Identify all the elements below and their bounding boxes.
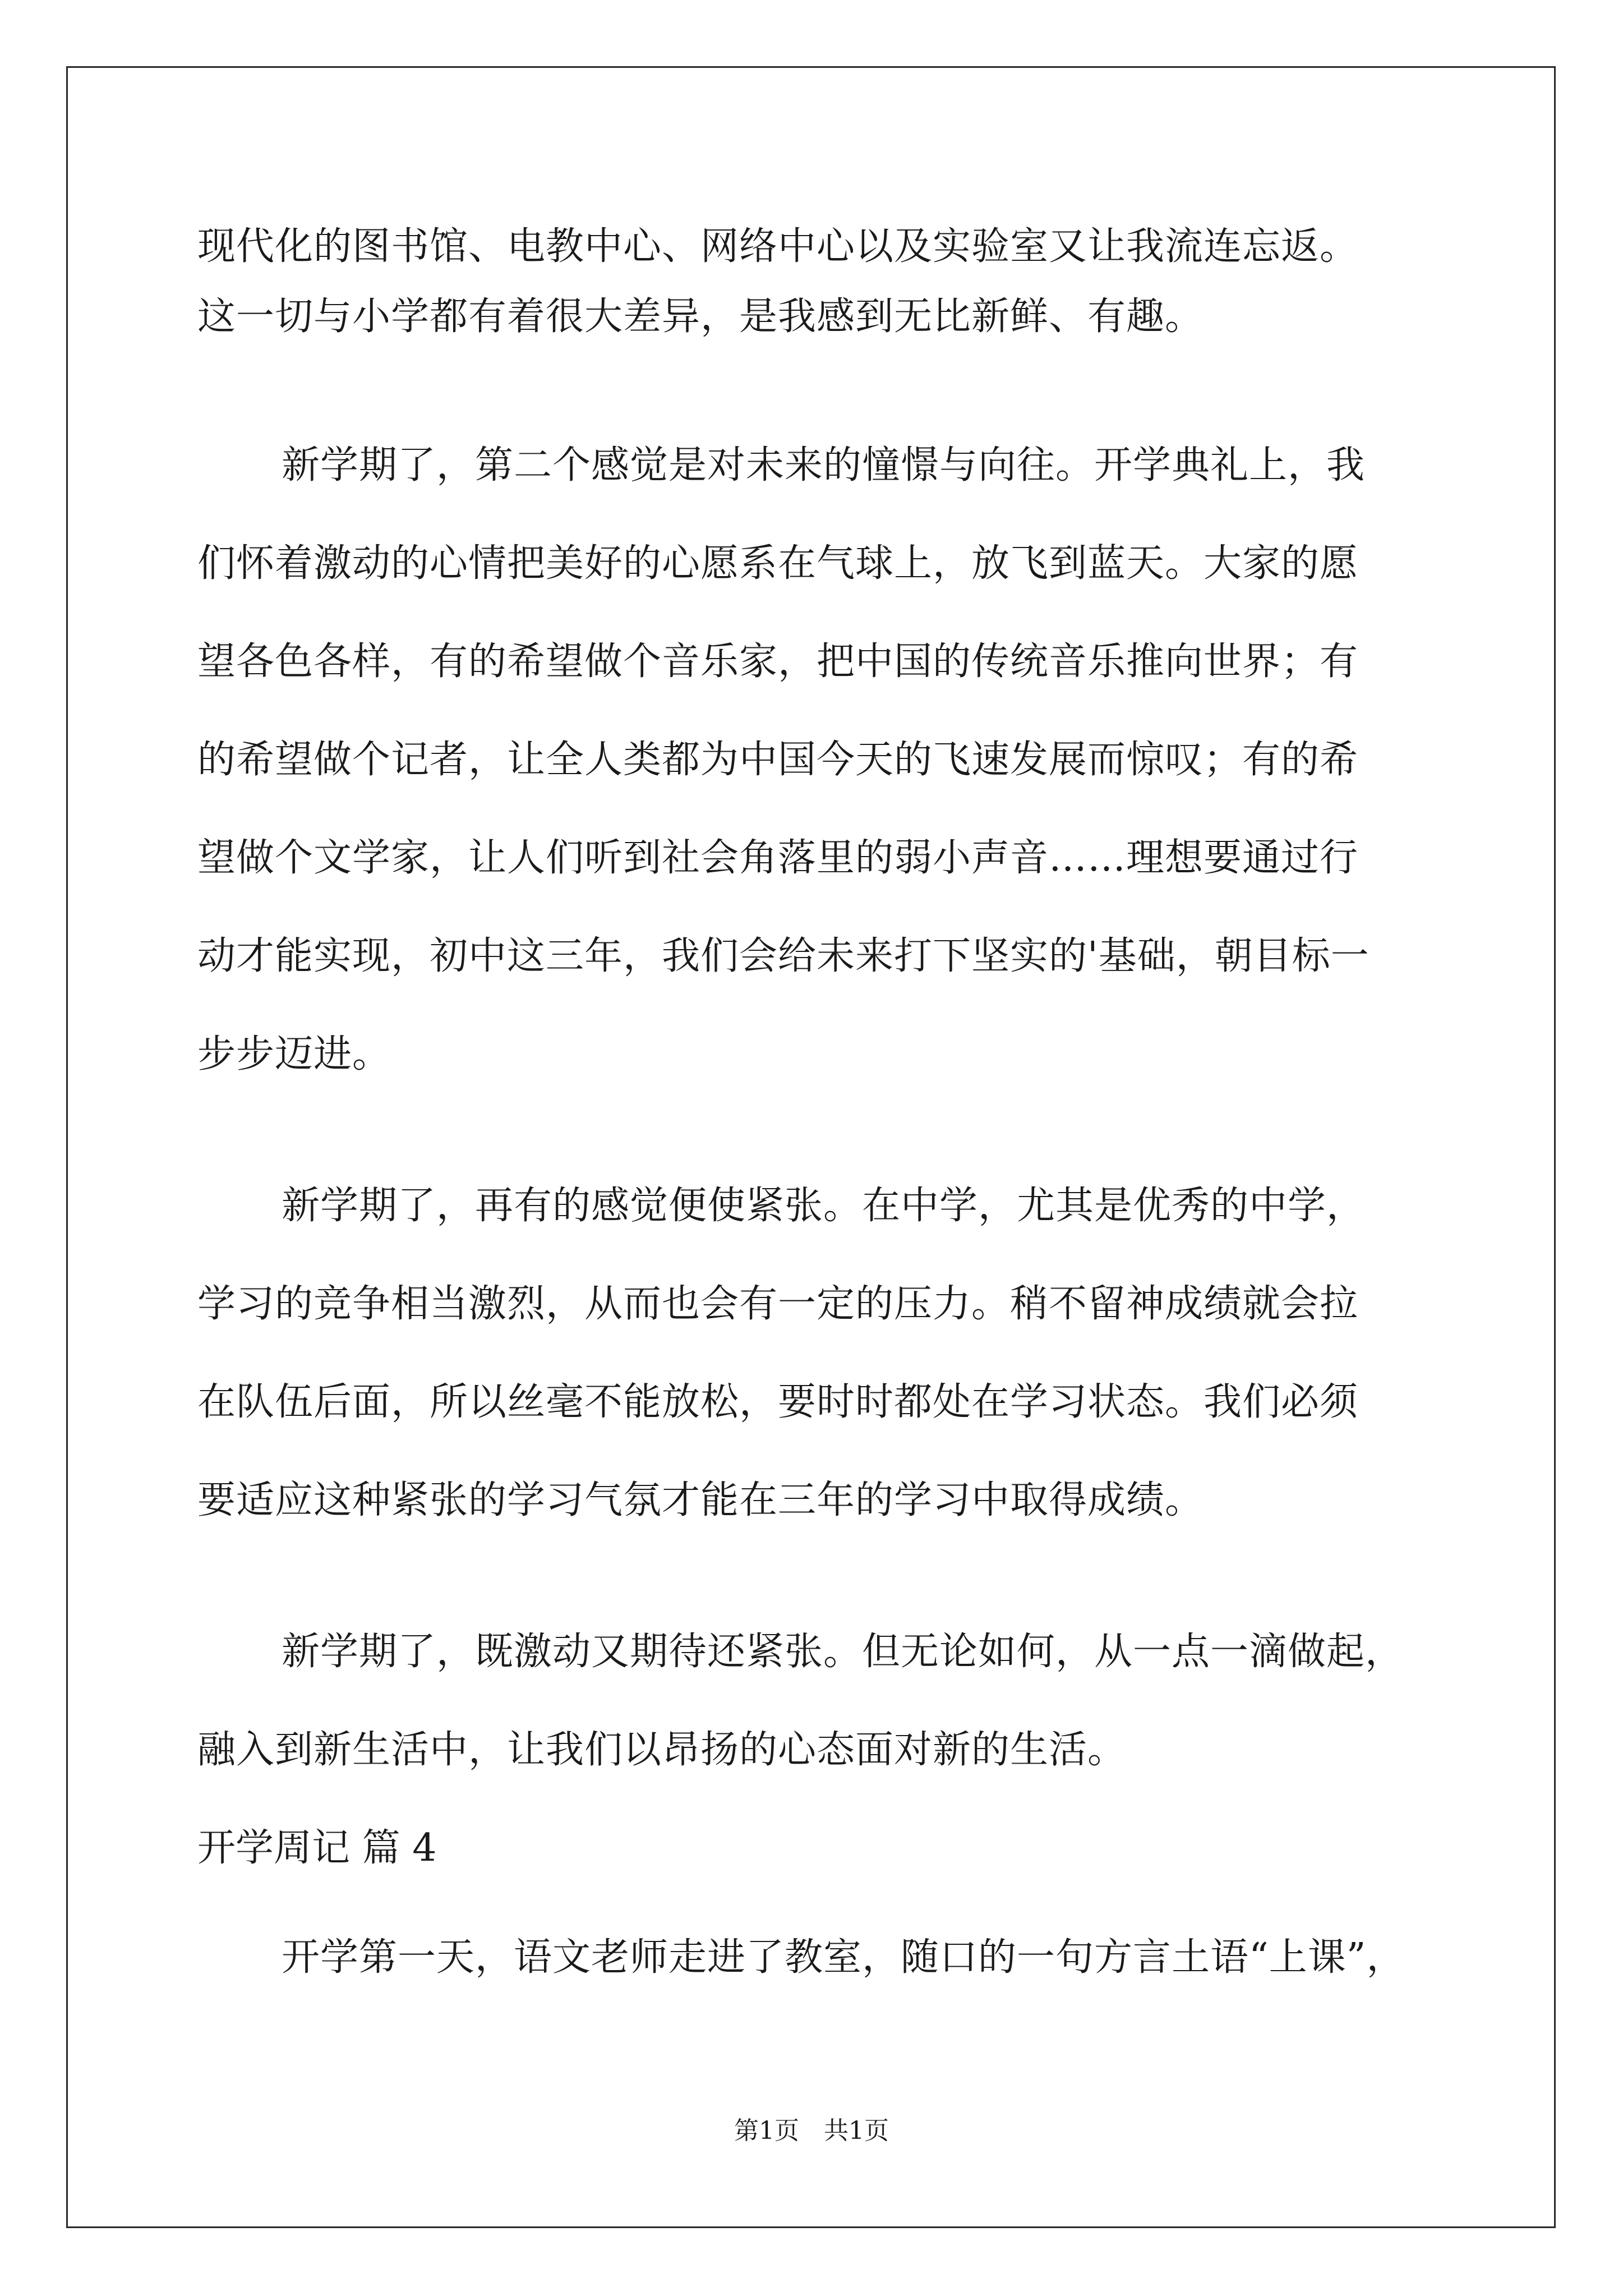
text-line: 新学期了，第二个感觉是对未来的憧憬与向往。开学典礼上，我 bbox=[282, 443, 1366, 487]
text-line: 要适应这种紧张的学习气氛才能在三年的学习中取得成绩。 bbox=[197, 1478, 1204, 1522]
text-line: 现代化的图书馆、电教中心、网络中心以及实验室又让我流连忘返。 bbox=[197, 224, 1359, 269]
text-line: 的希望做个记者，让全人类都为中国今天的飞速发展而惊叹；有的希 bbox=[197, 738, 1359, 782]
text-line: 学习的竞争相当激烈，从而也会有一定的压力。稍不留神成绩就会拉 bbox=[197, 1282, 1359, 1326]
text-line: 开学第一天，语文老师走进了教室，随口的一句方言土语“上课”， bbox=[282, 1935, 1405, 1980]
section-heading: 开学周记 篇 4 bbox=[197, 1826, 437, 1870]
text-line: 望做个文学家，让人们听到社会角落里的弱小声音……理想要通过行 bbox=[197, 836, 1359, 880]
text-line: 在队伍后面，所以丝毫不能放松，要时时都处在学习状态。我们必须 bbox=[197, 1380, 1359, 1424]
text-line: 望各色各样，有的希望做个音乐家，把中国的传统音乐推向世界；有 bbox=[197, 639, 1359, 684]
page-border bbox=[66, 66, 1556, 2228]
page-footer: 第1页 共1页 bbox=[734, 2116, 889, 2145]
text-line: 新学期了，既激动又期待还紧张。但无论如何，从一点一滴做起， bbox=[282, 1630, 1404, 1674]
text-line: 们怀着激动的心情把美好的心愿系在气球上，放飞到蓝天。大家的愿 bbox=[197, 541, 1359, 586]
text-line: 新学期了，再有的感觉便使紧张。在中学，尤其是优秀的中学， bbox=[282, 1184, 1366, 1228]
text-line: 融入到新生活中，让我们以昂扬的心态面对新的生活。 bbox=[197, 1728, 1127, 1772]
text-line: 动才能实现，初中这三年，我们会给未来打下坚实的'基础，朝目标一 bbox=[197, 934, 1370, 978]
text-line: 步步迈进。 bbox=[197, 1032, 391, 1076]
text-line: 这一切与小学都有着很大差异，是我感到无比新鲜、有趣。 bbox=[197, 295, 1204, 339]
